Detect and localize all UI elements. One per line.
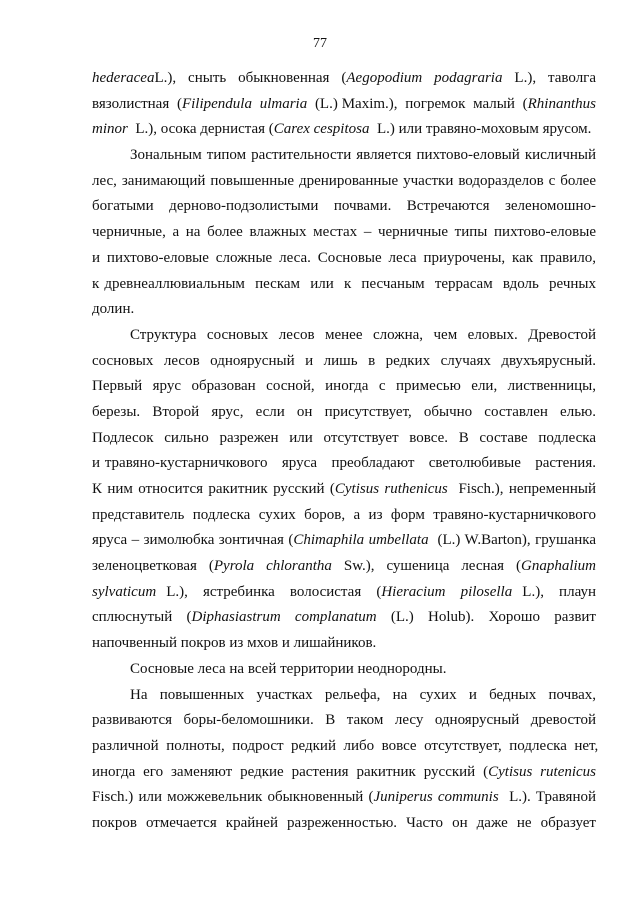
text-run: L.), таволга [502,70,596,86]
latin-name: Juniperus communis [373,789,499,806]
text-line [92,272,596,298]
latin-name: Chimaphila umbellata [293,532,429,549]
text-run: напочвенный покров из мхов и лишайников. [92,635,377,652]
text-run: к древнеаллювиальным пескам или к песчаным террасам вдоль речных [92,275,596,292]
page-number: 77 [313,36,327,51]
text-run: различной полноты, подрост редкий либо вовсе отсутствует, подлеска нет, [92,737,599,754]
text-line [92,785,596,811]
text-line [92,631,596,657]
latin-name: Rhinanthus [527,95,596,112]
text-line [92,451,596,477]
text-run: L.). Травяной [498,789,596,806]
text-line [92,503,596,529]
text-line [92,117,596,143]
text-run: сосновых лесов одноярусный и лишь в редких случаях двухъярусный. [92,352,596,369]
latin-name: Diphasiastrum complanatum [191,609,377,626]
text-run: Подлесок сильно разрежен или отсутствует вовсе. В составе подлеска [92,429,596,446]
text-line [92,760,596,786]
latin-name: Pyrola chlorantha [213,558,332,575]
text-run: L.), осока дернистая ( [127,121,274,138]
text-run: Первый ярус образован сосной, иногда с примесью ели, лиственницы, [92,378,596,395]
text-run: L.), плаун [512,583,596,600]
text-line [92,400,596,426]
text-line [92,92,596,118]
text-run: (L.) Maxim.), погремок малый ( [307,95,528,112]
latin-name: Cytisus ruthenicus [334,481,448,497]
text-run: L.) или травяно-моховым ярусом. [369,121,592,138]
text-line [92,580,596,606]
body-text [92,66,599,837]
latin-name: Filipendula ulmaria [181,95,308,112]
text-run: яруса – зимолюбка зонтичная ( [92,532,294,549]
text-run: представитель подлеска сухих боров, а из форм травяно-кустарничкового [92,506,596,523]
text-line [92,683,596,709]
text-run: и травяно-кустарничкового яруса преобладают светолюбивые растения. [92,455,596,472]
text-run: долин. [92,301,135,318]
text-run: и пихтово-еловые сложные леса. Сосновые леса приурочены, как правило, [92,249,596,266]
text-line [92,426,596,452]
text-run: Зональным типом растительности является пихтово-еловый кисличный [130,147,596,164]
text-line [92,528,596,554]
text-line [92,66,596,92]
latin-name: sylvaticum [92,583,157,600]
text-run: L.), сныть обыкновенная ( [154,70,347,86]
latin-name: hederacea [92,70,155,86]
text-run: лес, занимающий повышенные дренированные участки водоразделов с более [92,172,596,189]
text-line [92,169,596,195]
text-run: Сосновые леса на всей территории неоднородны. [130,660,447,677]
latin-name: Hieracium pilosella [381,583,513,600]
text-run: (L.) Holub). Хорошо развит [376,609,596,626]
text-run: иногда его заменяют редкие растения ракитник русский ( [92,763,489,780]
text-line [92,708,596,734]
text-line [92,297,596,323]
text-run: богатыми дерново-подзолистыми почвами. Встречаются зеленомошно- [92,198,596,215]
text-line [92,605,596,631]
text-run: сплюснутый ( [92,609,192,626]
text-line [92,734,599,760]
latin-name: minor [92,121,128,138]
text-line [92,220,596,246]
text-line [92,811,596,837]
latin-name: Aegopodium podagraria [346,70,503,86]
text-line [92,194,596,220]
text-run: Fisch.), непременный [447,481,596,497]
text-line [92,657,596,683]
text-run: покров отмечается крайней разреженностью. Часто он даже не образует [92,814,596,831]
text-run: Структура сосновых лесов менее сложна, чем еловых. Древостой [130,326,596,343]
text-line [92,374,596,400]
text-run: На повышенных участках рельефа, на сухих и бедных почвах, [130,686,596,703]
text-line [92,554,596,580]
text-line [92,143,596,169]
text-line [92,349,596,375]
latin-name: Gnaphalium [521,558,596,575]
text-run: зеленоцветковая ( [92,558,214,575]
text-run: вязолистная ( [92,95,182,112]
text-run: (L.) W.Barton), грушанка [428,532,596,549]
text-run: развиваются боры-беломошники. В таком лесу одноярусный древостой [92,712,596,729]
text-run: Fisch.) или можжевельник обыкновенный ( [92,789,374,806]
text-run: березы. Второй ярус, если он присутствует, обычно составлен елью. [92,403,596,420]
text-run: L.), ястребинка волосистая ( [156,583,382,600]
latin-name: Carex cespitosa [273,121,370,138]
text-line [92,477,596,503]
text-run: Sw.), сушеница лесная ( [331,558,521,575]
text-run: черничные, а на более влажных местах – черничные типы пихтово-еловые [92,224,596,241]
text-line [92,323,596,349]
latin-name: Cytisus rutenicus [488,763,597,780]
text-line [92,246,596,272]
text-run: К ним относится ракитник русский ( [92,481,335,497]
